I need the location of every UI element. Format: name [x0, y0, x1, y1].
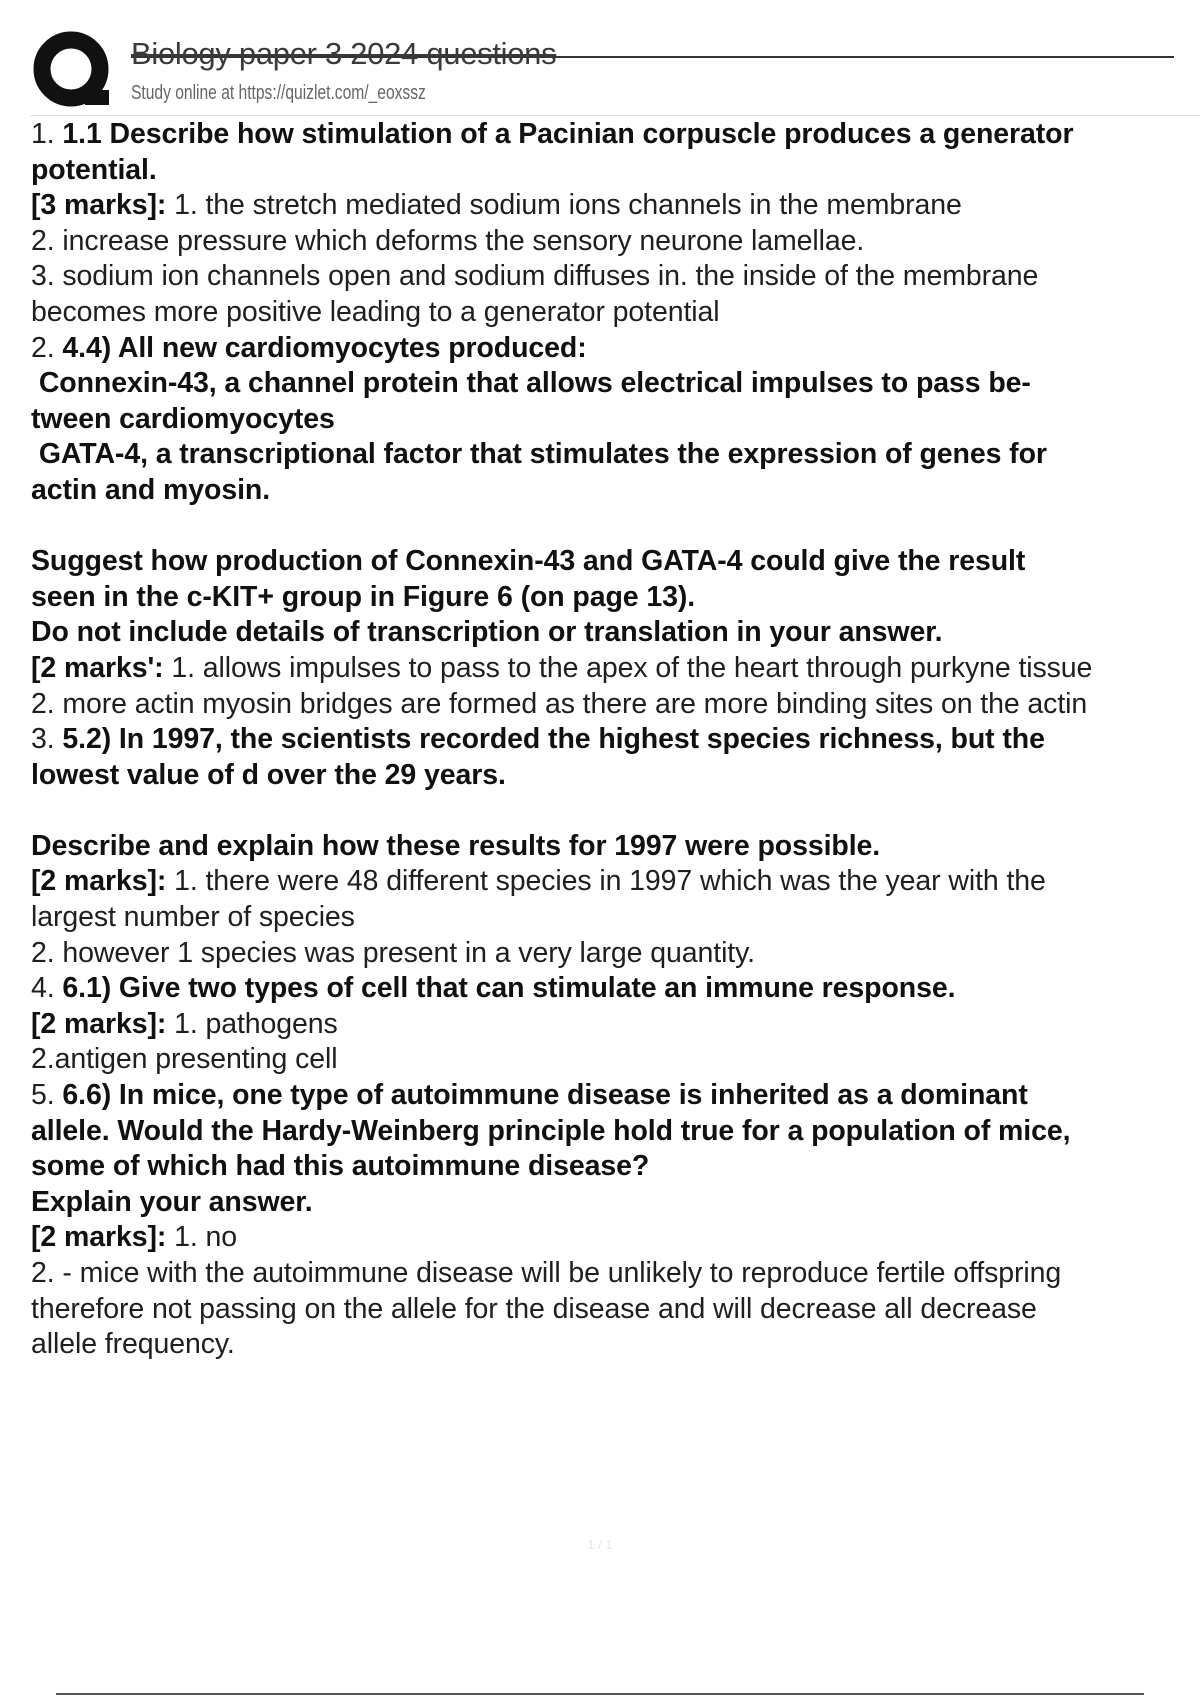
- answer-text: 1. allows impulses to pass to the apex of the heart through purkyne tissue: [171, 651, 1093, 684]
- question-text: Do not include details of transcription or translation in your answer.: [31, 616, 943, 649]
- question-text: 1.1 Describe how stimulation of a Pacinian corpuscle produces a generator: [62, 118, 1074, 150]
- answer-text: 2. - mice with the autoimmune disease will be unlikely to reproduce fertile offspring: [31, 1257, 1062, 1289]
- question-item: [31, 1078, 1200, 1363]
- question-item: [31, 722, 1200, 971]
- question-text: Suggest how production of Connexin-43 and GATA-4 could give the result: [31, 545, 1026, 578]
- question-text: 6.6) In mice, one type of autoimmune disease is inherited as a dominant: [62, 1079, 1028, 1112]
- question-text: Explain your answer.: [31, 1185, 313, 1218]
- question-line: [31, 722, 1200, 758]
- question-list: [31, 117, 1200, 1363]
- answer-line: [31, 651, 1200, 687]
- answer-line: [31, 188, 1200, 224]
- question-line: [31, 1078, 1200, 1114]
- answer-text: 1. the stretch mediated sodium ions channels in the membrane: [174, 189, 962, 222]
- answer-text: 2. increase pressure which deforms the sensory neurone lamellae.: [31, 224, 865, 257]
- marks-label: [3 marks]:: [31, 189, 167, 222]
- page-number: 1 / 1: [587, 1537, 613, 1552]
- question-number: 3.: [31, 723, 55, 756]
- answer-text: 2.antigen presenting cell: [31, 1043, 338, 1076]
- question-text: tween cardiomyocytes: [31, 402, 335, 435]
- question-text: actin and myosin.: [31, 473, 271, 506]
- question-text: 6.1) Give two types of cell that can stimulate an immune response.: [62, 972, 956, 1005]
- question-text: lowest value of d over the 29 years.: [31, 758, 506, 791]
- question-item: [31, 331, 1200, 723]
- question-line: [31, 971, 1200, 1007]
- question-text: Connexin-43, a channel protein that allows electrical impulses to pass be-: [31, 367, 1031, 400]
- quizlet-q-logo-icon: [33, 30, 115, 112]
- question-text: potential.: [31, 153, 157, 186]
- answer-line: [31, 1220, 1200, 1256]
- answer-text: allele frequency.: [31, 1328, 235, 1361]
- blank-line: [31, 509, 1200, 545]
- question-number: 1.: [31, 118, 55, 150]
- question-line: [31, 331, 1200, 367]
- answer-text: 2. more actin myosin bridges are formed as there are more binding sites on the actin: [31, 687, 1088, 720]
- document-header: [30, 30, 1180, 120]
- question-text: GATA-4, a transcriptional factor that stimulates the expression of genes for: [31, 438, 1047, 471]
- document-title: Biology paper 3 2024 questions: [131, 36, 557, 71]
- question-text: Describe and explain how these results for 1997 were possible.: [31, 829, 881, 862]
- answer-text: therefore not passing on the allele for the disease and will decrease all decrease: [31, 1292, 1037, 1325]
- answer-text: becomes more positive leading to a generator potential: [31, 295, 720, 328]
- question-text: some of which had this autoimmune disease?: [31, 1150, 650, 1183]
- answer-text: 2. however 1 species was present in a very large quantity.: [31, 936, 755, 969]
- answer-line: [31, 864, 1200, 900]
- question-number: 4.: [31, 972, 55, 1005]
- answer-text: largest number of species: [31, 901, 355, 934]
- question-text: allele. Would the Hardy-Weinberg principle hold true for a population of mice,: [31, 1114, 1071, 1147]
- question-item: [31, 971, 1200, 1078]
- header-divider: [30, 115, 1200, 116]
- answer-text: 1. pathogens: [174, 1007, 338, 1040]
- study-online-url: Study online at https://quizlet.com/_eoxssz: [131, 82, 426, 104]
- question-line: [31, 117, 1200, 153]
- answer-text: 1. there were 48 different species in 1997 which was the year with the: [174, 865, 1046, 898]
- blank-line: [31, 793, 1200, 829]
- marks-label: [2 marks':: [31, 651, 164, 684]
- question-number: 2.: [31, 331, 55, 364]
- question-number: 5.: [31, 1079, 55, 1112]
- footer-rule: [56, 1693, 1144, 1695]
- answer-text: 3. sodium ion channels open and sodium diffuses in. the inside of the membrane: [31, 260, 1039, 293]
- question-item: [31, 117, 1200, 331]
- question-text: 5.2) In 1997, the scientists recorded the highest species richness, but the: [62, 723, 1045, 756]
- question-text: seen in the c-KIT+ group in Figure 6 (on page 13).: [31, 580, 696, 613]
- marks-label: [2 marks]:: [31, 865, 167, 898]
- marks-label: [2 marks]:: [31, 1007, 167, 1040]
- question-text: 4.4) All new cardiomyocytes produced:: [62, 331, 587, 364]
- answer-line: [31, 1007, 1200, 1043]
- answer-text: 1. no: [174, 1221, 237, 1254]
- marks-label: [2 marks]:: [31, 1221, 167, 1254]
